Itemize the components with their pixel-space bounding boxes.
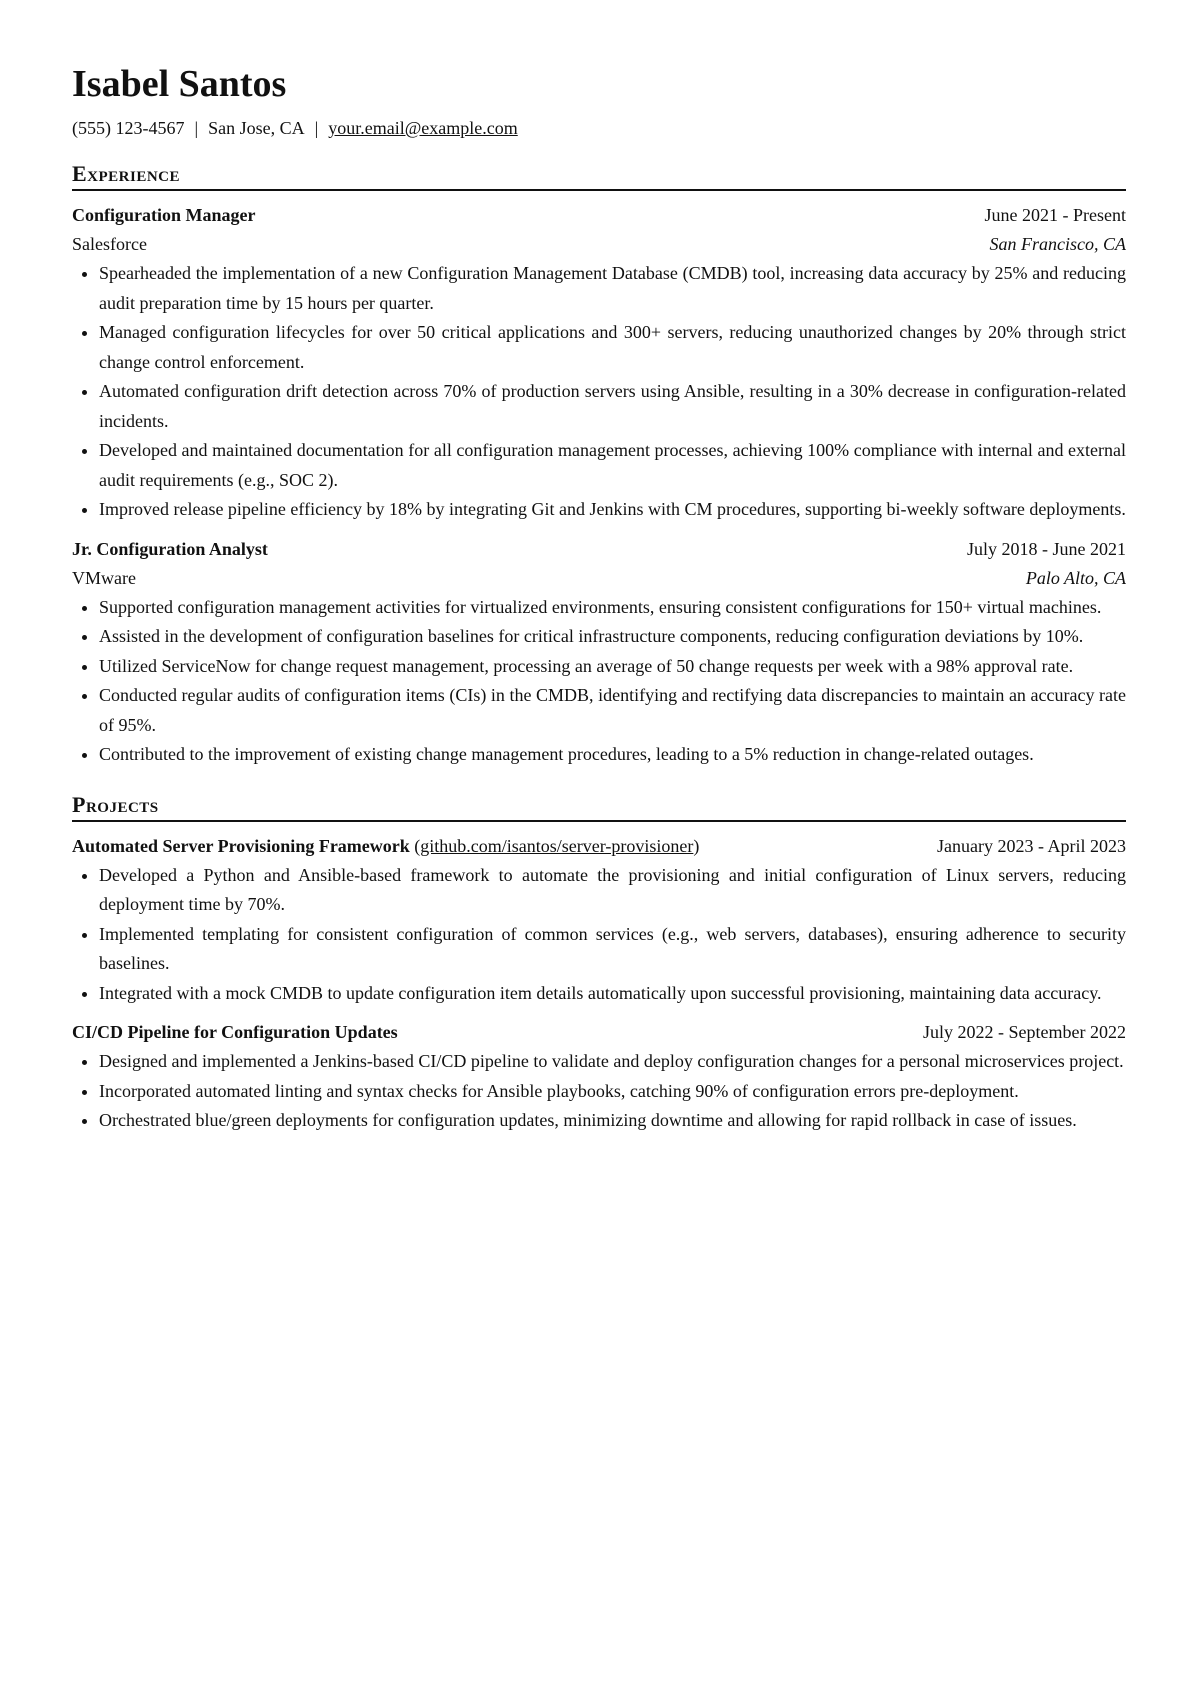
section-title-projects: Projects <box>72 792 1126 822</box>
project-name: Automated Server Provisioning Framework <box>72 835 410 856</box>
job-location: San Francisco, CA <box>989 234 1126 254</box>
project-dates: July 2022 - September 2022 <box>923 1022 1126 1042</box>
bullet: • Spearheaded the implementation of a new Configuration Management Database (CMDB) tool, increasing data accuracy by 25% and reducing audit preparation time by 15 hours per quarter. <box>99 259 1126 318</box>
separator: | <box>314 118 319 138</box>
project-bullets <box>72 861 1126 1009</box>
bullet: • Automated configuration drift detection across 70% of production servers using Ansible, resulting in a 30% decrease in configuration-related incidents. <box>99 377 1126 436</box>
project-entry: January 2023 - April 2023 Automated Server Provisioning Framework (github.com/isantos/server-provisioner) • Developed a Python and Ansible-based framework to automate the provisioning and initial configuration of Linux servers, reducing deployment time by 70%. • Implemented templating for consistent configuration of common services (e.g., web servers, databases), ensuring adherence to security baselines. • Integrated with a mock CMDB to update configuration item details automatically upon successful provisioning, maintaining data accuracy. <box>72 832 1126 1009</box>
resume-page <box>72 58 1126 1136</box>
job-role: Configuration Manager <box>72 205 256 225</box>
bullet: • Managed configuration lifecycles for over 50 critical applications and 300+ servers, reducing unauthorized changes by 20% through strict change control enforcement. <box>99 318 1126 377</box>
job-entry <box>72 535 1126 770</box>
bullet: • Conducted regular audits of configuration items (CIs) in the CMDB, identifying and rectifying data discrepancies to maintain an accuracy rate of 95%. <box>99 681 1126 740</box>
email-link[interactable]: your.email@example.com <box>328 118 518 138</box>
candidate-name: Isabel Santos <box>72 63 287 105</box>
contact-line <box>72 118 1126 139</box>
project-bullets <box>72 1047 1126 1136</box>
job-entry <box>72 201 1126 525</box>
bullet: • Utilized ServiceNow for change request management, processing an average of 50 change requests per week with a 98% approval rate. <box>99 652 1126 682</box>
job-role: Jr. Configuration Analyst <box>72 538 268 559</box>
bullet: • Improved release pipeline efficiency by 18% by integrating Git and Jenkins with CM procedures, supporting bi-weekly software deployments. <box>99 495 1126 525</box>
job-dates: July 2018 - June 2021 <box>967 538 1126 559</box>
job-bullets <box>72 259 1126 525</box>
bullet: • Developed and maintained documentation for all configuration management processes, achieving 100% compliance with internal and external audit requirements (e.g., SOC 2). <box>99 436 1126 495</box>
bullet: • Integrated with a mock CMDB to update configuration item details automatically upon successful provisioning, maintaining data accuracy. <box>99 979 1126 1009</box>
section-title-experience: Experience <box>72 161 1126 191</box>
bullet: • Supported configuration management activities for virtualized environments, ensuring consistent configurations for 150+ virtual machines. <box>99 593 1126 623</box>
separator: | <box>194 118 199 138</box>
project-dates: January 2023 - April 2023 <box>937 835 1126 856</box>
bullet: • Assisted in the development of configuration baselines for critical infrastructure components, reducing configuration deviations by 10%. <box>99 622 1126 652</box>
bullet: • Designed and implemented a Jenkins-based CI/CD pipeline to validate and deploy configuration changes for a personal microservices project. <box>99 1047 1126 1077</box>
bullet: • Incorporated automated linting and syntax checks for Ansible playbooks, catching 90% of configuration errors pre-deployment. <box>99 1077 1126 1107</box>
job-bullets <box>72 593 1126 770</box>
bullet: • Contributed to the improvement of existing change management procedures, leading to a 5% reduction in change-related outages. <box>99 740 1126 770</box>
project-entry <box>72 1018 1126 1136</box>
bullet: • Orchestrated blue/green deployments for configuration updates, minimizing downtime and allowing for rapid rollback in case of issues. <box>99 1106 1126 1136</box>
job-dates: June 2021 - Present <box>984 205 1126 225</box>
phone: (555) 123-4567 <box>72 118 185 138</box>
project-name: CI/CD Pipeline for Configuration Updates <box>72 1022 398 1042</box>
location: San Jose, CA <box>208 118 305 138</box>
job-company: Salesforce <box>72 234 147 254</box>
project-link[interactable]: github.com/isantos/server-provisioner <box>420 835 694 856</box>
bullet: • Developed a Python and Ansible-based framework to automate the provisioning and initial configuration of Linux servers, reducing deployment time by 70%. <box>99 861 1126 920</box>
job-location: Palo Alto, CA <box>1025 567 1126 588</box>
job-company: VMware <box>72 567 136 588</box>
bullet: • Implemented templating for consistent configuration of common services (e.g., web servers, databases), ensuring adherence to security baselines. <box>99 920 1126 979</box>
